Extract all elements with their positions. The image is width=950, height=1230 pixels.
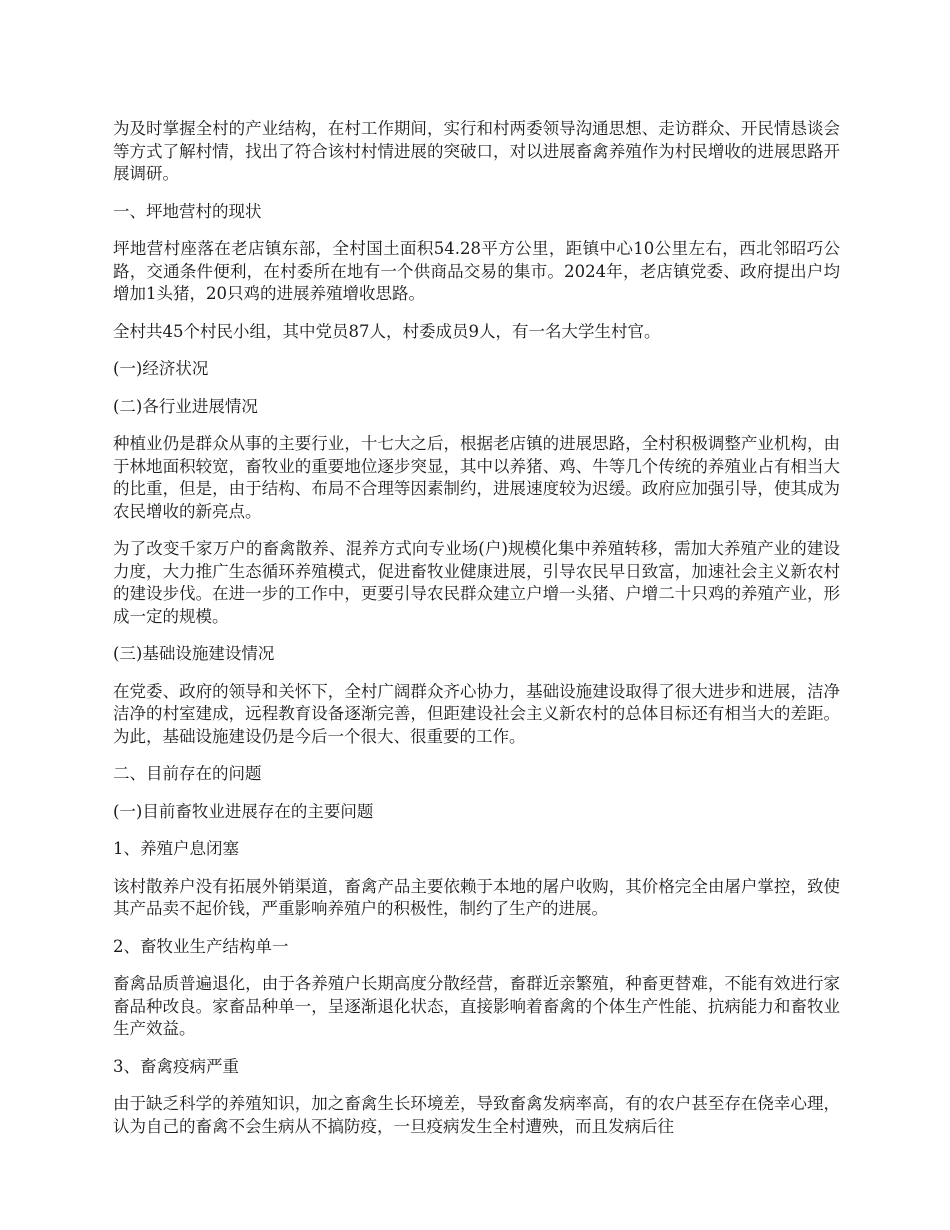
- paragraph-problem-1: 该村散养户没有拓展外销渠道，畜禽产品主要依赖于本地的屠户收购，其价格完全由屠户掌控，致使其产品卖不起价钱，严重影响养殖户的积极性，制约了生产的进展。: [113, 876, 840, 918]
- subheading-problems: (一)目前畜牧业进展存在的主要问题: [113, 801, 374, 821]
- paragraph-population: 全村共45个村民小组，其中党员87人，村委成员9人，有一名大学生村官。: [113, 321, 661, 341]
- paragraph-location: 坪地营村座落在老店镇东部，全村国土面积54.28平方公里，距镇中心10公里左右，西北邻昭巧公路，交通条件便利，在村委所在地有一个供商品交易的集市。2024年，老店镇党委、政府提出户均增加1头猪，20只鸡的进展养殖增收思路。: [113, 239, 840, 303]
- subheading-industries: (二)各行业进展情况: [113, 396, 258, 416]
- paragraph-intro: 为及时掌握全村的产业结构，在村工作期间，实行和村两委领导沟通思想、走访群众、开民情恳谈会等方式了解村情，找出了符合该村村情进展的突破口，对以进展畜禽养殖作为村民增收的进展思路开展调研。: [113, 119, 840, 183]
- paragraph-infrastructure: 在党委、政府的领导和关怀下，全村广阔群众齐心协力，基础设施建设取得了很大进步和进展，洁净洁净的村室建成，远程教育设备逐渐完善，但距建设社会主义新农村的总体目标还有相当大的差距。为此，基础设施建设仍是今后一个很大、很重要的工作。: [113, 681, 840, 746]
- problem-heading-2: 2、畜牧业生产结构单一: [113, 936, 289, 956]
- paragraph-breeding-transition: 为了改变千家万户的畜禽散养、混养方式向专业场(户)规模化集中养殖转移，需加大养殖产业的建设力度，大力推广生态循环养殖模式，促进畜牧业健康进展，引导农民早日致富，加速社会主义新农村的建设步伐。在进一步的工作中，更要引导农民群众建立户增一头猪、户增二十只鸡的养殖产业，形成一定的规模。: [113, 539, 840, 626]
- section-heading-1: 一、坪地营村的现状: [113, 201, 262, 221]
- problem-heading-3: 3、畜禽疫病严重: [113, 1056, 239, 1076]
- paragraph-planting: 种植业仍是群众从事的主要行业，十七大之后，根据老店镇的进展思路，全村积极调整产业机构，由于林地面积较宽，畜牧业的重要地位逐步突显，其中以养猪、鸡、牛等几个传统的养殖业占有相当大的比重，但是，由于结构、布局不合理等因素制约，进展速度较为迟缓。政府应加强引导，使其成为农民增收的新亮点。: [113, 434, 840, 521]
- document-body: [113, 118, 840, 1153]
- problem-heading-1: 1、养殖户息闭塞: [113, 839, 239, 858]
- paragraph-problem-2: 畜禽品质普遍退化，由于各养殖户长期高度分散经营，畜群近亲繁殖，种畜更替难，不能有效进行家畜品种改良。家畜品种单一，呈逐渐退化状态，直接影响着畜禽的个体生产性能、抗病能力和畜牧业生产效益。: [113, 974, 840, 1038]
- subheading-economy: (一)经济状况: [113, 359, 209, 378]
- subheading-infrastructure: (三)基础设施建设情况: [113, 644, 275, 663]
- section-heading-2: 二、目前存在的问题: [113, 764, 262, 783]
- paragraph-problem-3: 由于缺乏科学的养殖知识，加之畜禽生长环境差，导致畜禽发病率高，有的农户甚至存在侥幸心理，认为自己的畜禽不会生病从不搞防疫，一旦疫病发生全村遭殃，而且发病后往: [113, 1094, 840, 1136]
